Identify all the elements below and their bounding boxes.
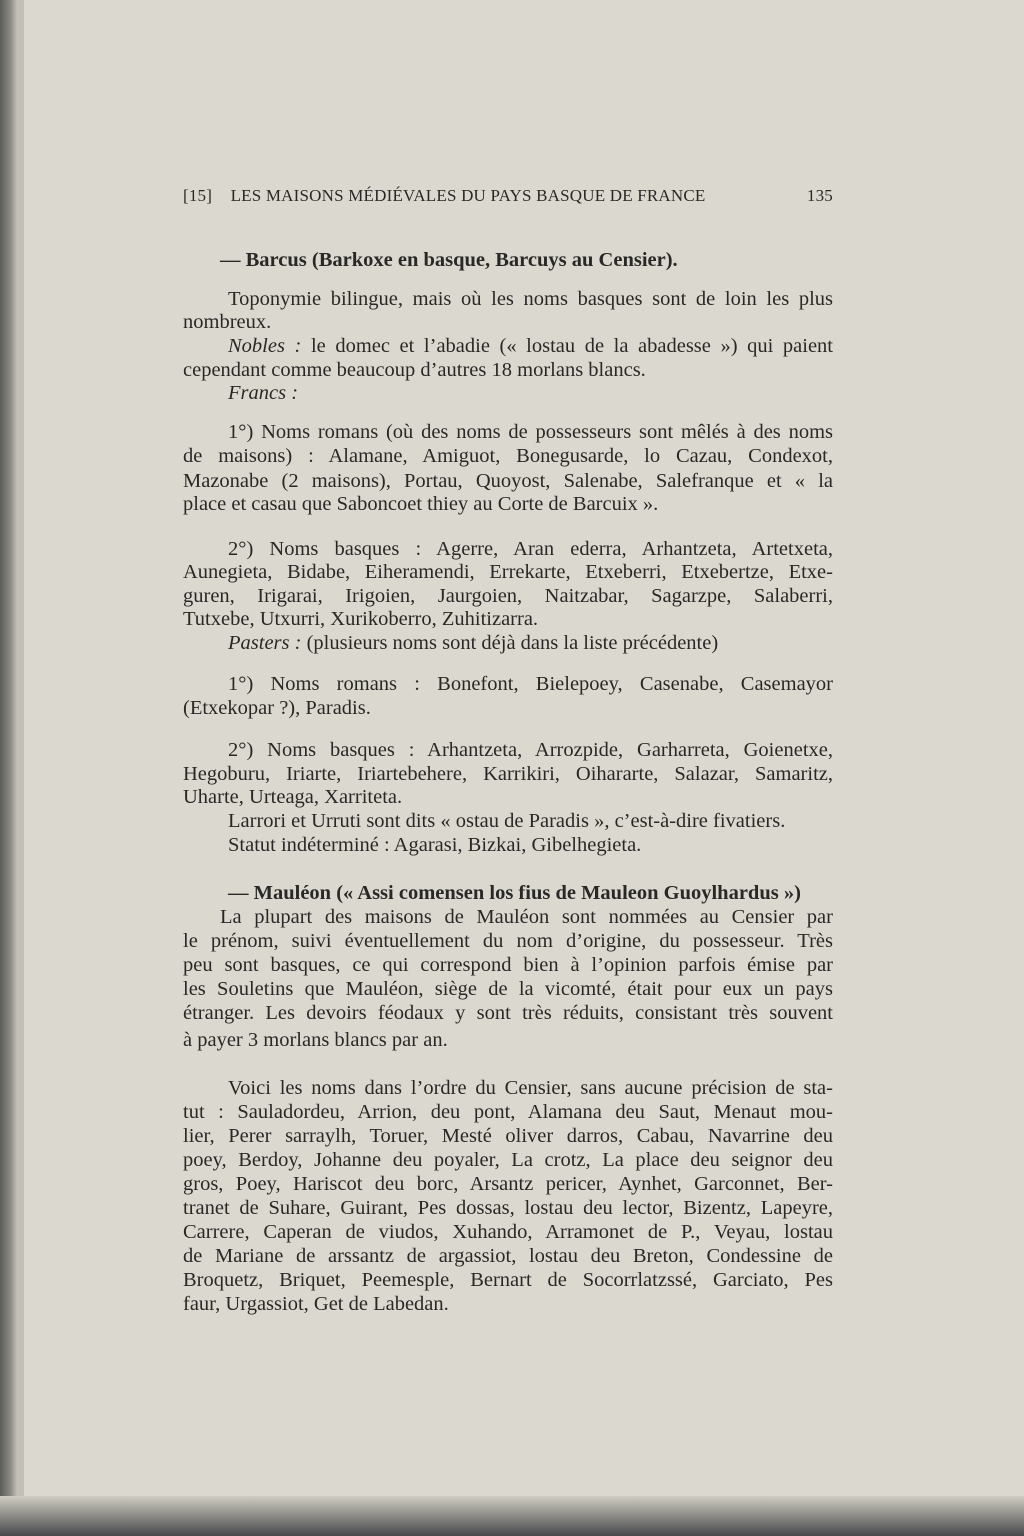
text-line: Tutxebe, Utxurri, Xurikoberro, Zuhitizarra. xyxy=(183,608,539,630)
text-line: peu sont basques, ce qui correspond bien à l’opinion parfois émise par xyxy=(183,954,833,976)
text-line: 2°) Noms basques : Agerre, Aran ederra, Arhantzeta, Artetxeta, xyxy=(228,538,833,560)
text-line: gros, Poey, Hariscot deu borc, Arsantz pericer, Aynhet, Garconnet, Ber- xyxy=(183,1173,833,1195)
text: (plusieurs noms sont déjà dans la liste précédente) xyxy=(301,632,719,654)
label-francs xyxy=(228,381,833,405)
text-line xyxy=(228,631,833,655)
text-line: Toponymie bilingue, mais où les noms basques sont de loin les plus xyxy=(228,288,833,310)
text-line: tranet de Suhare, Guirant, Pes dossas, lostau deu lector, Bizentz, Lapeyre, xyxy=(183,1197,833,1219)
text-line: La plupart des maisons de Mauléon sont nommées au Censier par xyxy=(220,906,833,928)
section-heading-mauleon xyxy=(228,881,833,905)
text-line: cependant comme beaucoup d’autres 18 morlans blancs. xyxy=(183,359,646,381)
text-line: Mazonabe (2 maisons), Portau, Quoyost, Salenabe, Salefranque et « la xyxy=(183,470,833,492)
label-pasters: Pasters : xyxy=(228,632,302,654)
text-line: 1°) Noms romans : Bonefont, Bielepoey, Casenabe, Casemayor xyxy=(228,673,833,695)
text-line: le prénom, suivi éventuellement du nom d’origine, du possesseur. Très xyxy=(183,930,833,952)
bottom-shadow xyxy=(0,1496,1024,1536)
heading-text: — Barcus (Barkoxe en basque, Barcuys au Censier). xyxy=(220,249,678,271)
book-spine-shadow xyxy=(0,0,18,1536)
text-line: étranger. Les devoirs féodaux y sont très réduits, consistant très souvent xyxy=(183,1002,833,1024)
page-edge xyxy=(18,0,24,1536)
header-title: LES MAISONS MÉDIÉVALES DU PAYS BASQUE DE FRANCE xyxy=(230,186,706,205)
section-heading-barcus xyxy=(220,248,825,272)
text-line: de maisons) : Alamane, Amiguot, Bonegusarde, lo Cazau, Condexot, xyxy=(183,445,833,467)
section-number: [15] xyxy=(183,186,213,205)
text-line: Broquetz, Briquet, Peemesple, Bernart de Socorrlatzssé, Garciato, Pes xyxy=(183,1269,833,1291)
text-line: 1°) Noms romans (où des noms de possesseurs sont mêlés à des noms xyxy=(228,421,833,443)
label-nobles: Nobles : xyxy=(228,335,302,357)
text-line: Hegoburu, Iriarte, Iriartebehere, Karrikiri, Oihararte, Salazar, Samaritz, xyxy=(183,763,833,785)
label: Francs : xyxy=(228,382,299,404)
page-number: 135 xyxy=(806,186,833,205)
text-line: 2°) Noms basques : Arhantzeta, Arrozpide, Garharreta, Goienetxe, xyxy=(228,739,833,761)
text-line: Statut indéterminé : Agarasi, Bizkai, Gibelhegieta. xyxy=(228,834,642,856)
text-line: tut : Sauladordeu, Arrion, deu pont, Alamana deu Saut, Menaut mou- xyxy=(183,1101,833,1123)
text-line: guren, Irigarai, Irigoien, Jaurgoien, Naitzabar, Sagarzpe, Salaberri, xyxy=(183,585,833,607)
text-line: (Etxekopar ?), Paradis. xyxy=(183,697,371,719)
text: le domec et l’abadie (« lostau de la abadesse ») qui paient xyxy=(301,335,833,357)
heading-text: — Mauléon (« Assi comensen los fius de Mauleon Guoylhardus ») xyxy=(228,882,801,904)
text-line: nombreux. xyxy=(183,311,272,333)
text-line: faur, Urgassiot, Get de Labedan. xyxy=(183,1293,449,1315)
text-line: Larrori et Urruti sont dits « ostau de Paradis », c’est-à-dire fivatiers. xyxy=(228,810,786,832)
text-line: à payer 3 morlans blancs par an. xyxy=(183,1029,448,1051)
text-line: Aunegieta, Bidabe, Eiheramendi, Errekarte, Etxeberri, Etxebertze, Etxe- xyxy=(183,561,833,583)
text-line: place et casau que Saboncoet thiey au Corte de Barcuix ». xyxy=(183,493,659,515)
text-line: Uharte, Urteaga, Xarriteta. xyxy=(183,786,403,808)
text-line: de Mariane de arssantz de argassiot, lostau deu Breton, Condessine de xyxy=(183,1245,833,1267)
text-line: poey, Berdoy, Johanne deu poyaler, La crotz, La place deu seignor deu xyxy=(183,1149,833,1171)
text-line: Voici les noms dans l’ordre du Censier, sans aucune précision de sta- xyxy=(228,1077,833,1099)
text-line: lier, Perer sarraylh, Toruer, Mesté oliver darros, Cabau, Navarrine deu xyxy=(183,1125,833,1147)
text-line: Carrere, Caperan de viudos, Xuhando, Arramonet de P., Veyau, lostau xyxy=(183,1221,833,1243)
running-header xyxy=(183,184,833,208)
text-line: les Souletins que Mauléon, siège de la vicomté, était pour eux un pays xyxy=(183,978,833,1000)
text-line xyxy=(228,334,833,358)
